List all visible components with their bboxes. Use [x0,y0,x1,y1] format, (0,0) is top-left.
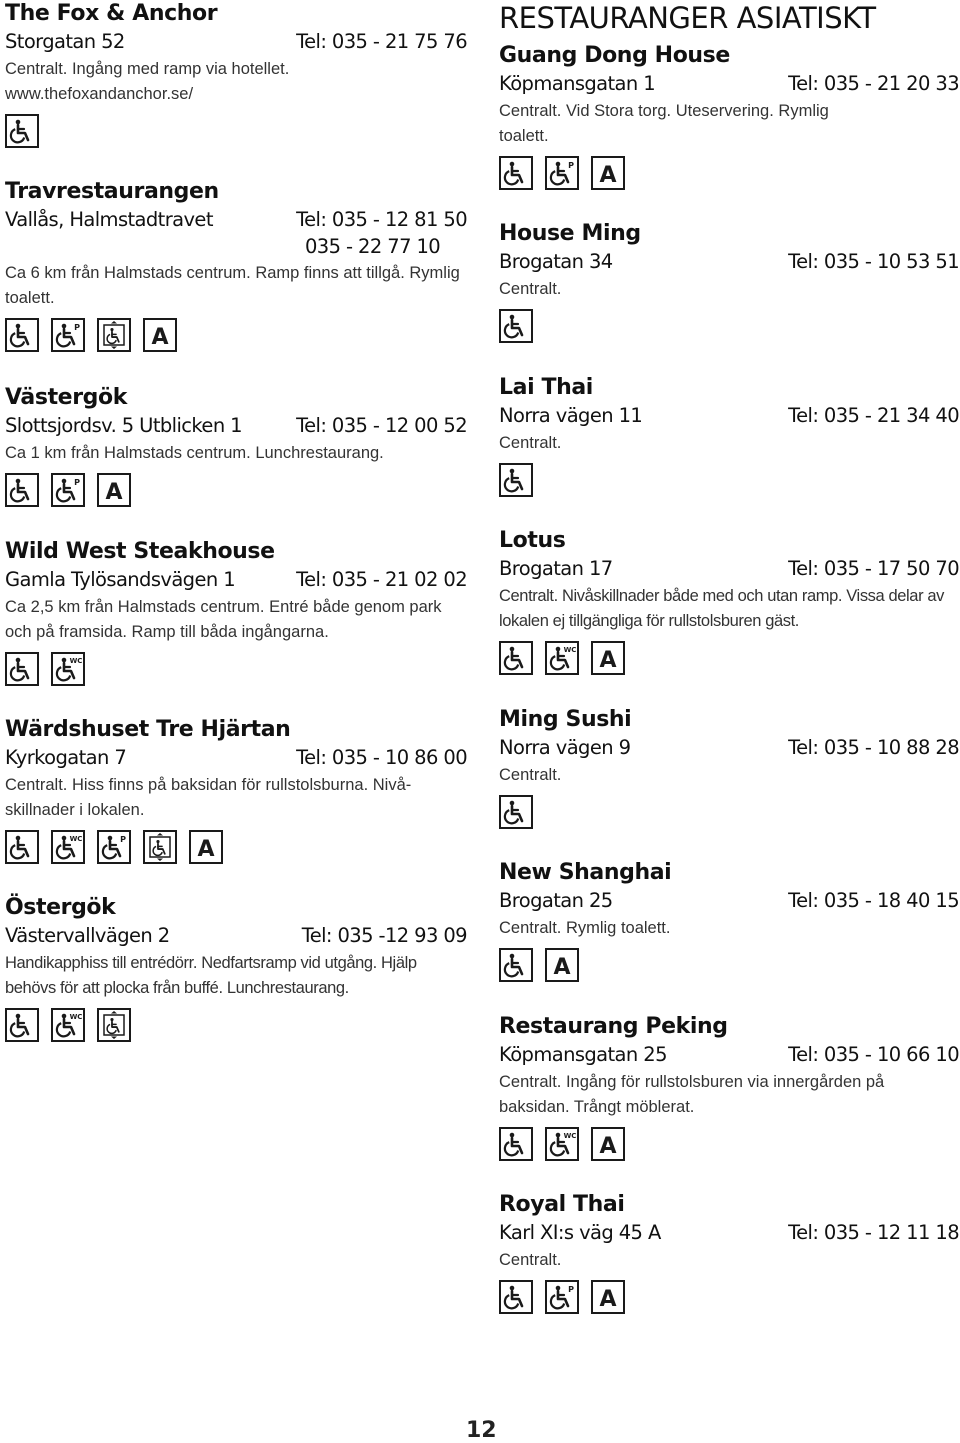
restaurant-royal-thai [499,1191,959,1314]
wheelchair-icon [5,652,39,686]
restaurant-vastergok [5,384,467,507]
allergy-a-icon-glyph [191,832,221,862]
description: Centralt. [499,280,562,298]
description: Centralt. Rymlig toalett. [499,919,671,937]
description: Ca 6 km från Halmstads centrum. Ramp finns att tillgå. Rymlig toalett. [5,264,460,307]
accessibility-icons [499,1127,959,1161]
restaurant-peking [499,1013,959,1161]
wheelchair-icon [499,463,533,497]
address-row [499,734,959,762]
street: Brogatan 17 [499,557,613,580]
svg-text:WC: WC [563,646,577,654]
wheelchair-icon [5,114,39,148]
accessibility-icons [499,948,959,982]
wheelchair-wc-icon-glyph [547,643,577,673]
wheelchair-elevator-icon-glyph [99,320,129,350]
street: Västervallvägen 2 [5,924,170,947]
address-row [5,28,467,56]
wheelchair-elevator-icon-glyph [99,1010,129,1040]
phone: Tel: 035 - 21 75 76 [296,30,467,53]
wheelchair-icon [499,1280,533,1314]
accessibility-icons [5,830,467,864]
wheelchair-elevator-icon [97,318,131,352]
address-row [5,744,467,772]
svg-text:A: A [105,480,123,505]
street: Brogatan 34 [499,250,613,273]
address-row [499,887,959,915]
street: Brogatan 25 [499,889,613,912]
wheelchair-icon-glyph [501,311,531,341]
wheelchair-wc-icon [545,641,579,675]
allergy-a-icon [97,473,131,507]
wheelchair-parking-icon-glyph [53,320,83,350]
description: Centralt. [499,434,562,452]
description: Centralt. [499,1251,562,1269]
svg-text:P: P [568,1285,574,1294]
wheelchair-parking-icon [97,830,131,864]
allergy-a-icon-glyph [99,475,129,505]
wheelchair-icon-glyph [501,1129,531,1159]
wheelchair-wc-icon [545,1127,579,1161]
restaurant-lai-thai [499,374,959,497]
phone: Tel: 035 - 21 20 33 [788,72,959,95]
address-row [499,402,959,430]
allergy-a-icon-glyph [145,320,175,350]
restaurant-wardshuset [5,716,467,864]
svg-text:A: A [197,837,215,862]
restaurant-name: Lai Thai [499,375,593,400]
description: Handikapphiss till entrédörr. Nedfartsramp vid utgång. Hjälp behövs för att plocka från buffé. Lunchrestaurang. [5,954,417,997]
street: Vallås, Halmstadtravet [5,208,213,231]
wheelchair-icon [5,830,39,864]
street: Slottsjordsv. 5 Utblicken 1 [5,414,242,437]
allergy-a-icon [591,1127,625,1161]
section-title: RESTAURANGER ASIATISKT [499,1,876,35]
allergy-a-icon [591,1280,625,1314]
restaurant-name: Wärdshuset Tre Hjärtan [5,717,291,742]
accessibility-icons [499,1280,959,1314]
wheelchair-elevator-icon-glyph [145,832,175,862]
wheelchair-icon [5,1008,39,1042]
accessibility-icons [5,473,467,507]
wheelchair-parking-icon [545,1280,579,1314]
allergy-a-icon [591,156,625,190]
svg-text:WC: WC [69,657,83,665]
phone-secondary: 035 - 22 77 10 [305,235,441,258]
allergy-a-icon [189,830,223,864]
phone: Tel: 035 - 10 66 10 [788,1043,959,1066]
wheelchair-wc-icon [51,1008,85,1042]
wheelchair-icon-glyph [501,158,531,188]
wheelchair-parking-icon-glyph [53,475,83,505]
wheelchair-wc-icon-glyph [53,654,83,684]
phone: Tel: 035 - 10 88 28 [788,736,959,759]
accessibility-icons [5,114,467,148]
wheelchair-parking-icon [51,318,85,352]
restaurant-name: Travrestaurangen [5,179,219,204]
svg-text:A: A [599,163,617,188]
phone: Tel: 035 - 12 81 50 [296,208,467,231]
street: Norra vägen 9 [499,736,631,759]
address-row [5,412,467,440]
wheelchair-wc-icon [51,830,85,864]
wheelchair-icon-glyph [7,1010,37,1040]
accessibility-icons [499,309,959,343]
allergy-a-icon [545,948,579,982]
description: Centralt. Hiss finns på baksidan för rullstolsburna. Nivå-skillnader i lokalen. [5,776,412,819]
wheelchair-icon-glyph [501,797,531,827]
restaurant-name: Lotus [499,528,566,553]
wheelchair-parking-icon-glyph [547,158,577,188]
svg-text:P: P [74,323,80,332]
allergy-a-icon-glyph [593,1129,623,1159]
allergy-a-icon-glyph [593,158,623,188]
phone: Tel: 035 - 17 50 70 [788,557,959,580]
wheelchair-wc-icon [51,652,85,686]
restaurant-name: Royal Thai [499,1192,625,1217]
address-row [499,555,959,583]
restaurant-name: Guang Dong House [499,43,730,68]
wheelchair-icon-glyph [501,1282,531,1312]
restaurant-lotus [499,527,959,675]
restaurant-new-shanghai [499,859,959,982]
restaurant-guang-dong [499,42,959,190]
accessibility-icons [499,156,959,190]
wheelchair-icon [5,318,39,352]
phone: Tel: 035 - 21 34 40 [788,404,959,427]
description: Ca 2,5 km från Halmstads centrum. Entré både genom park och på framsida. Ramp till båda ingångarna. [5,598,442,641]
restaurant-name: Ming Sushi [499,707,632,732]
street: Kyrkogatan 7 [5,746,127,769]
address-row [499,70,959,98]
wheelchair-icon [499,948,533,982]
accessibility-icons [5,652,467,686]
restaurant-ostergok [5,894,467,1042]
svg-text:P: P [74,478,80,487]
wheelchair-icon-glyph [501,465,531,495]
phone: Tel: 035 - 12 11 18 [788,1221,959,1244]
restaurant-name: Wild West Steakhouse [5,539,275,564]
street: Köpmansgatan 1 [499,72,656,95]
street: Gamla Tylösandsvägen 1 [5,568,236,591]
wheelchair-elevator-icon [97,1008,131,1042]
description: Centralt. Ingång för rullstolsburen via innergården på baksidan. Trångt möblerat. [499,1073,885,1116]
restaurant-ming-sushi [499,706,959,829]
accessibility-icons [5,1008,467,1042]
accessibility-icons [499,795,959,829]
svg-text:A: A [553,955,571,980]
wheelchair-icon-glyph [7,832,37,862]
wheelchair-wc-icon-glyph [53,832,83,862]
allergy-a-icon-glyph [593,643,623,673]
description: Ca 1 km från Halmstads centrum. Lunchrestaurang. [5,444,384,462]
address-row [5,206,467,234]
allergy-a-icon [143,318,177,352]
wheelchair-icon-glyph [501,950,531,980]
accessibility-icons [5,318,467,352]
wheelchair-icon-glyph [7,475,37,505]
wheelchair-parking-icon [545,156,579,190]
wheelchair-elevator-icon [143,830,177,864]
wheelchair-icon-glyph [501,643,531,673]
svg-text:WC: WC [69,835,83,843]
wheelchair-wc-icon-glyph [53,1010,83,1040]
svg-text:A: A [599,1287,617,1312]
address-row [499,248,959,276]
phone: Tel: 035 - 10 53 51 [788,250,959,273]
address-row [499,1041,959,1069]
address-row [5,922,467,950]
svg-text:WC: WC [563,1132,577,1140]
allergy-a-icon-glyph [593,1282,623,1312]
street: Köpmansgatan 25 [499,1043,667,1066]
phone: Tel: 035 - 21 02 02 [296,568,467,591]
restaurant-fox-anchor [5,0,467,148]
allergy-a-icon [591,641,625,675]
restaurant-name: New Shanghai [499,860,672,885]
wheelchair-icon-glyph [7,320,37,350]
wheelchair-parking-icon-glyph [547,1282,577,1312]
wheelchair-icon [5,473,39,507]
website-link[interactable]: www.thefoxandanchor.se/ [5,85,194,103]
description: Centralt. [499,766,562,784]
phone: Tel: 035 - 10 86 00 [296,746,467,769]
wheelchair-parking-icon [51,473,85,507]
street: Storgatan 52 [5,30,125,53]
restaurant-wild-west [5,538,467,686]
phone: Tel: 035 -12 93 09 [301,924,467,947]
restaurant-name: The Fox & Anchor [5,1,218,26]
wheelchair-icon [499,795,533,829]
wheelchair-icon [499,641,533,675]
wheelchair-parking-icon-glyph [99,832,129,862]
description: Centralt. Ingång med ramp via hotellet. [5,60,290,78]
page-number: 12 [466,1418,497,1443]
phone: Tel: 035 - 18 40 15 [788,889,959,912]
wheelchair-icon-glyph [7,116,37,146]
svg-text:WC: WC [69,1013,83,1021]
wheelchair-icon [499,1127,533,1161]
description: Centralt. Nivåskillnader både med och utan ramp. Vissa delar av lokalen ej tillgängliga för rullstolsburen gäst. [499,587,944,630]
secondary-phone-row [5,234,467,260]
svg-text:A: A [599,1134,617,1159]
street: Norra vägen 11 [499,404,643,427]
allergy-a-icon-glyph [547,950,577,980]
restaurant-name: Restaurang Peking [499,1014,728,1039]
accessibility-icons [499,641,959,675]
address-row [5,566,467,594]
restaurant-house-ming [499,220,959,343]
wheelchair-icon-glyph [7,654,37,684]
address-row [499,1219,959,1247]
restaurant-travrestaurangen [5,178,467,352]
street: Karl XI:s väg 45 A [499,1221,661,1244]
wheelchair-icon [499,309,533,343]
svg-text:A: A [151,325,169,350]
wheelchair-icon [499,156,533,190]
restaurant-name: Västergök [5,385,127,410]
svg-text:A: A [599,648,617,673]
svg-text:P: P [568,161,574,170]
wheelchair-wc-icon-glyph [547,1129,577,1159]
description: Centralt. Vid Stora torg. Uteservering. Rymlig toalett. [499,102,829,145]
accessibility-icons [499,463,959,497]
restaurant-name: Östergök [5,895,116,920]
svg-text:P: P [120,835,126,844]
restaurant-name: House Ming [499,221,641,246]
phone: Tel: 035 - 12 00 52 [296,414,467,437]
